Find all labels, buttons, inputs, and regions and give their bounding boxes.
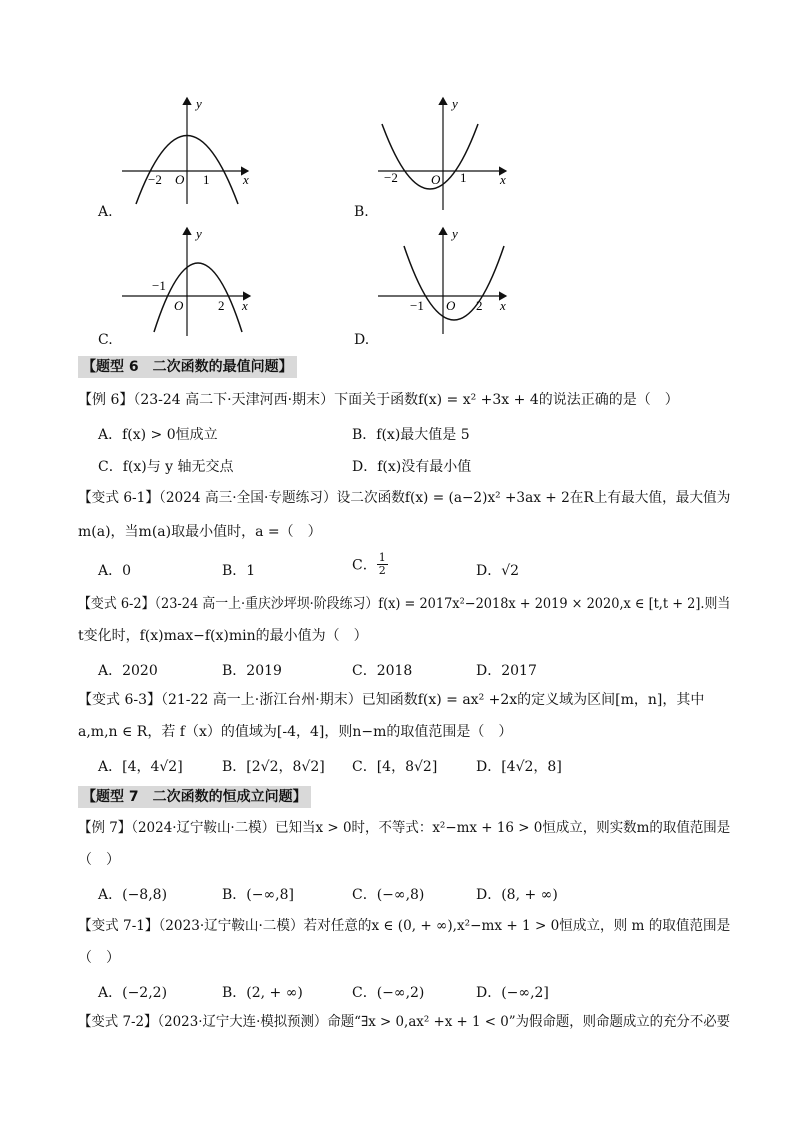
variant-6-3-line-2: a,m,n ∈ R，若 f（x）的值域为[-4，4]，则n−m的取值范围是（ ） <box>78 724 513 740</box>
example-7-option-b: B．(−∞,8] <box>222 887 294 903</box>
tick-label-right: 1 <box>203 172 210 187</box>
tick-label-right: 2 <box>476 298 483 313</box>
variant-6-2-option-c: C．2018 <box>352 663 413 679</box>
section-6-heading: 【题型 6 二次函数的最值问题】 <box>78 356 297 378</box>
tick-label-left: −1 <box>410 298 424 313</box>
example-7-line-2: （ ） <box>78 852 120 868</box>
tick-label-right: 1 <box>460 170 467 185</box>
y-axis-label: y <box>196 96 202 111</box>
example-6-stem: 【例 6】（23-24 高二下·天津河西·期末）下面关于函数f(x) = x² +3x + 4的说法正确的是（ ） <box>78 392 679 408</box>
variant-6-2-option-a: A．2020 <box>98 663 158 679</box>
x-axis-label: x <box>500 298 506 313</box>
x-axis-label: x <box>243 172 249 187</box>
example-7-line-1: 【例 7】（2024·辽宁鞍山·二模）已知当x > 0时，不等式：x²−mx + 16 > 0恒成立，则实数m的取值范围是 <box>78 820 731 836</box>
option-d-label: D. <box>354 332 370 348</box>
variant-6-1-option-d: D．√2 <box>476 563 520 579</box>
variant-6-1-line-2: m(a)，当m(a)取最小值时，a =（ ） <box>78 524 322 540</box>
y-axis-label: y <box>452 226 458 241</box>
y-axis-label: y <box>196 226 202 241</box>
fraction-numerator: 1 <box>378 551 386 564</box>
example-7-option-d: D．(8, + ∞) <box>476 887 558 903</box>
origin-label: O <box>175 172 185 187</box>
fraction <box>377 552 388 577</box>
variant-7-1-option-a: A．(−2,2) <box>98 985 168 1001</box>
graph-c <box>118 224 258 342</box>
variant-6-1-option-a: A．0 <box>98 563 132 579</box>
variant-6-3-option-b: B．[2√2，8√2] <box>222 759 325 775</box>
option-a-label: A. <box>98 204 113 220</box>
variant-6-1-option-b: B．1 <box>222 563 256 579</box>
variant-7-2-line-1: 【变式 7-2】（2023·辽宁大连·模拟预测）命题“∃x > 0,ax² +x + 1 < 0”为假命题，则命题成立的充分不必要 <box>78 1014 731 1030</box>
option-b-label: B. <box>354 204 369 220</box>
example-6-option-b: B．f(x)最大值是 5 <box>352 427 470 443</box>
variant-7-1-line-1: 【变式 7-1】（2023·辽宁鞍山·二模）若对任意的x ∈ (0, + ∞),x²−mx + 1 > 0恒成立，则 m 的取值范围是 <box>78 918 731 934</box>
parabola-curve <box>154 263 242 332</box>
tick-label-left: −1 <box>152 278 166 293</box>
graph-a <box>118 92 258 210</box>
variant-7-1-line-2: （ ） <box>78 950 120 966</box>
tick-label-left: −2 <box>148 172 162 187</box>
y-axis-label: y <box>452 96 458 111</box>
variant-7-1-option-b: B．(2, + ∞) <box>222 985 303 1001</box>
graph-b <box>374 92 514 210</box>
origin-label: O <box>446 298 456 313</box>
variant-6-2-option-d: D．2017 <box>476 663 537 679</box>
variant-6-3-option-d: D．[4√2，8] <box>476 759 562 775</box>
x-axis-label: x <box>500 172 506 187</box>
variant-6-3-line-1: 【变式 6-3】（21-22 高一上·浙江台州·期末）已知函数f(x) = ax² +2x的定义域为区间[m，n]，其中 <box>78 692 705 708</box>
origin-label: O <box>431 172 441 187</box>
variant-6-1-line-1: 【变式 6-1】（2024 高三·全国·专题练习）设二次函数f(x) = (a−2)x² +3ax + 2在R上有最大值，最大值为 <box>78 490 731 506</box>
example-7-option-c: C．(−∞,8) <box>352 887 425 903</box>
example-6-option-a: A．f(x) > 0恒成立 <box>98 427 218 443</box>
example-7-option-a: A．(−8,8) <box>98 887 168 903</box>
variant-6-2-line-1: 【变式 6-2】（23-24 高一上·重庆沙坪坝·阶段练习）f(x) = 2017x²−2018x + 2019 × 2020,x ∈ [t,t + 2].则当 <box>78 596 731 612</box>
example-6-option-c: C．f(x)与 y 轴无交点 <box>98 459 234 475</box>
variant-6-2-option-b: B．2019 <box>222 663 282 679</box>
variant-6-2-line-2: t变化时，f(x)max−f(x)min的最小值为（ ） <box>78 628 368 644</box>
origin-label: O <box>174 298 184 313</box>
variant-6-1-option-c <box>352 552 388 577</box>
variant-7-1-option-c: C．(−∞,2) <box>352 985 425 1001</box>
example-6-option-d: D．f(x)没有最小值 <box>352 459 472 475</box>
variant-6-3-option-a: A．[4，4√2] <box>98 759 183 775</box>
fraction-denominator: 2 <box>378 564 386 577</box>
x-axis-label: x <box>242 298 248 313</box>
option-c-label: C. <box>98 332 113 348</box>
graph-d <box>374 224 514 342</box>
tick-label-right: 2 <box>218 298 225 313</box>
variant-7-1-option-d: D．(−∞,2] <box>476 985 549 1001</box>
section-7-heading: 【题型 7 二次函数的恒成立问题】 <box>78 786 311 808</box>
variant-6-3-option-c: C．[4，8√2] <box>352 759 438 775</box>
option-c-prefix: C． <box>352 557 377 574</box>
tick-label-left: −2 <box>384 170 398 185</box>
